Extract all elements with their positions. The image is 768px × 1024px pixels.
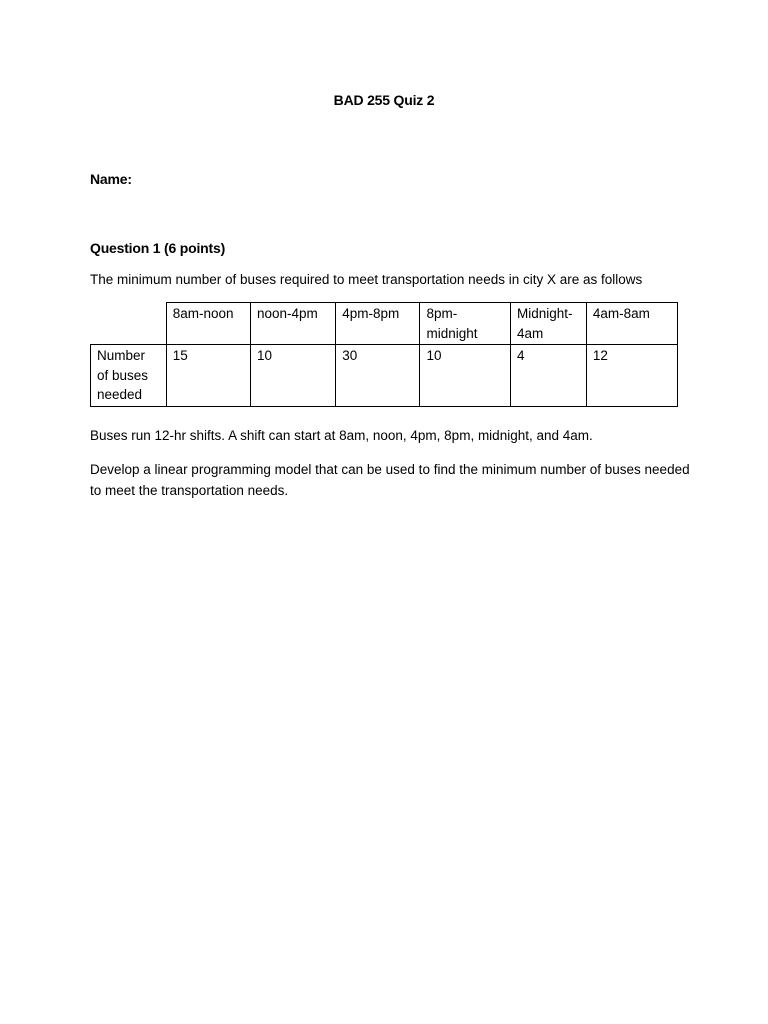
table-header-row (91, 303, 678, 345)
question-heading: Question 1 (6 points) (90, 240, 226, 256)
name-label: Name: (90, 171, 132, 187)
table-header-cell: 8am-noon (166, 303, 250, 345)
table-cell: 15 (166, 345, 250, 407)
table-header-cell: 4am-8am (586, 303, 677, 345)
table-header-cell: 4pm-8pm (336, 303, 420, 345)
table-cell: 12 (586, 345, 677, 407)
table-cell: 10 (250, 345, 335, 407)
table-cell: 4 (510, 345, 586, 407)
table-header-cell: noon-4pm (250, 303, 335, 345)
table-row-label: Number of buses needed (91, 345, 167, 407)
table-corner-cell (91, 303, 167, 345)
question-intro: The minimum number of buses required to meet transportation needs in city X are as follows (90, 272, 643, 287)
table-cell: 10 (420, 345, 511, 407)
task-text: Develop a linear programming model that can be used to find the minimum number of buses needed to meet the transportation needs. (90, 462, 690, 498)
table-header-cell: 8pm-midnight (420, 303, 511, 345)
shift-info-text: Buses run 12-hr shifts. A shift can start at 8am, noon, 4pm, 8pm, midnight, and 4am. (90, 428, 593, 443)
table-header-cell: Midnight-4am (510, 303, 586, 345)
table-cell: 30 (336, 345, 420, 407)
document-title: BAD 255 Quiz 2 (333, 92, 435, 108)
bus-requirements-table (90, 302, 678, 407)
table-row (91, 345, 678, 407)
